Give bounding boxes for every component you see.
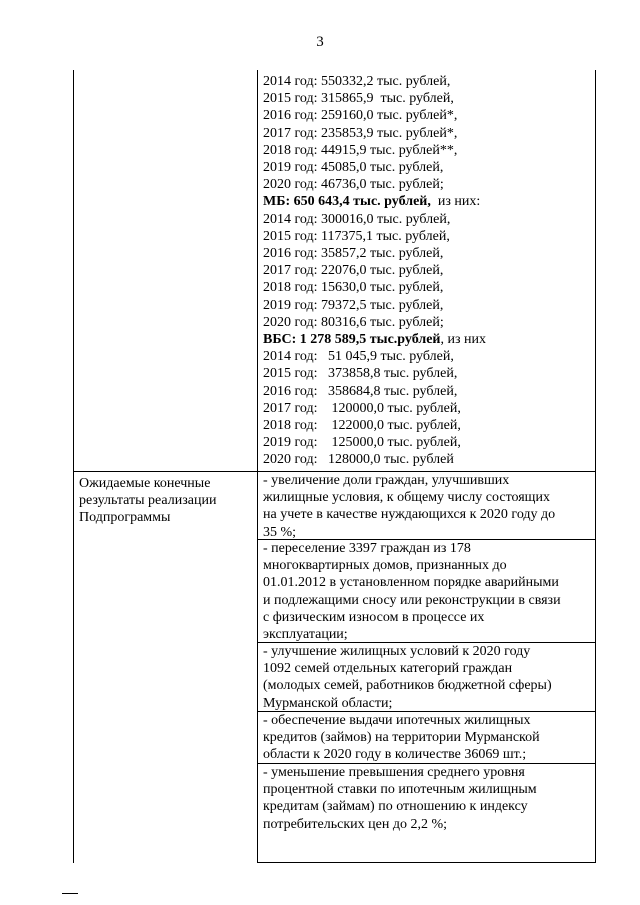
result-line: - уменьшение превышения среднего уровня bbox=[263, 765, 525, 780]
result-item bbox=[263, 540, 561, 643]
vbs-total: ВБС: 1 278 589,5 тыс.рублей bbox=[263, 332, 441, 348]
vbs-year-2019: 2019 год: 125000,0 тыс. рублей, bbox=[263, 435, 461, 451]
vbs-heading-tail: , из них bbox=[440, 332, 487, 348]
vbs-year-2015: 2015 год: 373858,8 тыс. рублей, bbox=[263, 366, 458, 382]
table-right-border bbox=[595, 70, 596, 863]
table-bottom-border bbox=[257, 862, 596, 863]
vbs-year-2018: 2018 год: 122000,0 тыс. рублей, bbox=[263, 418, 461, 434]
vbs-year-2014: 2014 год: 51 045,9 тыс. рублей, bbox=[263, 349, 454, 365]
result-line: - переселение 3397 граждан из 178 bbox=[263, 541, 471, 556]
results-label-cell bbox=[79, 475, 216, 527]
result-line: эксплуатации; bbox=[263, 627, 348, 643]
result-line: с физическим износом в процессе их bbox=[263, 609, 485, 625]
result-line: жилищные условия, к общему числу состоящих bbox=[263, 490, 550, 506]
mb-year-2020: 2020 год: 80316,6 тыс. рублей; bbox=[263, 314, 444, 330]
vbs-heading bbox=[263, 331, 486, 348]
result-line: кредитам (займам) по отношению к индексу bbox=[263, 799, 528, 815]
result-line: области к 2020 году в количестве 36069 шт.; bbox=[263, 747, 527, 763]
result-line: - увеличение доли граждан, улучшивших bbox=[263, 473, 510, 488]
mb-total: МБ: 650 643,4 тыс. рублей, bbox=[263, 194, 431, 210]
financing-cell bbox=[263, 73, 486, 469]
mb-year-2016: 2016 год: 35857,2 тыс. рублей, bbox=[263, 246, 444, 262]
oblast-year-2019: 2019 год: 45085,0 тыс. рублей, bbox=[263, 160, 444, 176]
footnote-separator bbox=[62, 893, 78, 894]
result-line: многоквартирных домов, признанных до bbox=[263, 558, 507, 574]
result-line: - обеспечение выдачи ипотечных жилищных bbox=[263, 713, 531, 728]
result-item bbox=[263, 764, 537, 833]
passport-table bbox=[73, 70, 596, 863]
results-label-line: результаты реализации bbox=[79, 493, 217, 509]
results-label-line: Подпрограммы bbox=[79, 510, 171, 526]
vbs-year-2020: 2020 год: 128000,0 тыс. рублей bbox=[263, 452, 454, 468]
mb-heading-tail: из них: bbox=[430, 194, 481, 210]
result-line: процентной ставки по ипотечным жилищным bbox=[263, 782, 537, 798]
mb-heading bbox=[263, 193, 486, 210]
result-item bbox=[263, 643, 552, 712]
result-line: Мурманской области; bbox=[263, 695, 393, 711]
result-line: - улучшение жилищных условий к 2020 году bbox=[263, 644, 531, 659]
result-item bbox=[263, 712, 540, 764]
mb-year-2014: 2014 год: 300016,0 тыс. рублей, bbox=[263, 211, 451, 227]
result-line: (молодых семей, работников бюджетной сферы) bbox=[263, 678, 552, 694]
oblast-year-2018: 2018 год: 44915,9 тыс. рублей**, bbox=[263, 142, 458, 158]
result-line: кредитов (займов) на территории Мурманской bbox=[263, 730, 540, 746]
page-number: 3 bbox=[316, 34, 324, 50]
mb-year-2018: 2018 год: 15630,0 тыс. рублей, bbox=[263, 280, 444, 296]
mb-year-2015: 2015 год: 117375,1 тыс. рублей, bbox=[263, 228, 450, 244]
result-line: 1092 семей отдельных категорий граждан bbox=[263, 661, 513, 677]
oblast-year-2016: 2016 год: 259160,0 тыс. рублей*, bbox=[263, 108, 458, 124]
oblast-year-2015: 2015 год: 315865,9 тыс. рублей, bbox=[263, 91, 454, 107]
result-line: потребительских цен до 2,2 %; bbox=[263, 816, 448, 832]
mb-year-2019: 2019 год: 79372,5 тыс. рублей, bbox=[263, 297, 444, 313]
result-item bbox=[263, 472, 555, 541]
results-label-line: Ожидаемые конечные bbox=[79, 476, 211, 491]
vbs-year-2016: 2016 год: 358684,8 тыс. рублей, bbox=[263, 383, 458, 399]
result-line: и подлежащими сносу или реконструкции в связи bbox=[263, 592, 561, 608]
oblast-year-2014: 2014 год: 550332,2 тыс. рублей, bbox=[263, 74, 451, 89]
table-column-divider bbox=[257, 70, 258, 863]
result-line: на учете в качестве нуждающихся к 2020 году до bbox=[263, 507, 556, 523]
result-line: 01.01.2012 в установленном порядке аварийными bbox=[263, 575, 559, 591]
oblast-year-2020: 2020 год: 46736,0 тыс. рублей; bbox=[263, 177, 444, 193]
oblast-year-2017: 2017 год: 235853,9 тыс. рублей*, bbox=[263, 125, 458, 141]
vbs-year-2017: 2017 год: 120000,0 тыс. рублей, bbox=[263, 400, 461, 416]
table-left-border bbox=[73, 70, 74, 863]
result-line: 35 %; bbox=[263, 524, 297, 540]
mb-year-2017: 2017 год: 22076,0 тыс. рублей, bbox=[263, 263, 444, 279]
